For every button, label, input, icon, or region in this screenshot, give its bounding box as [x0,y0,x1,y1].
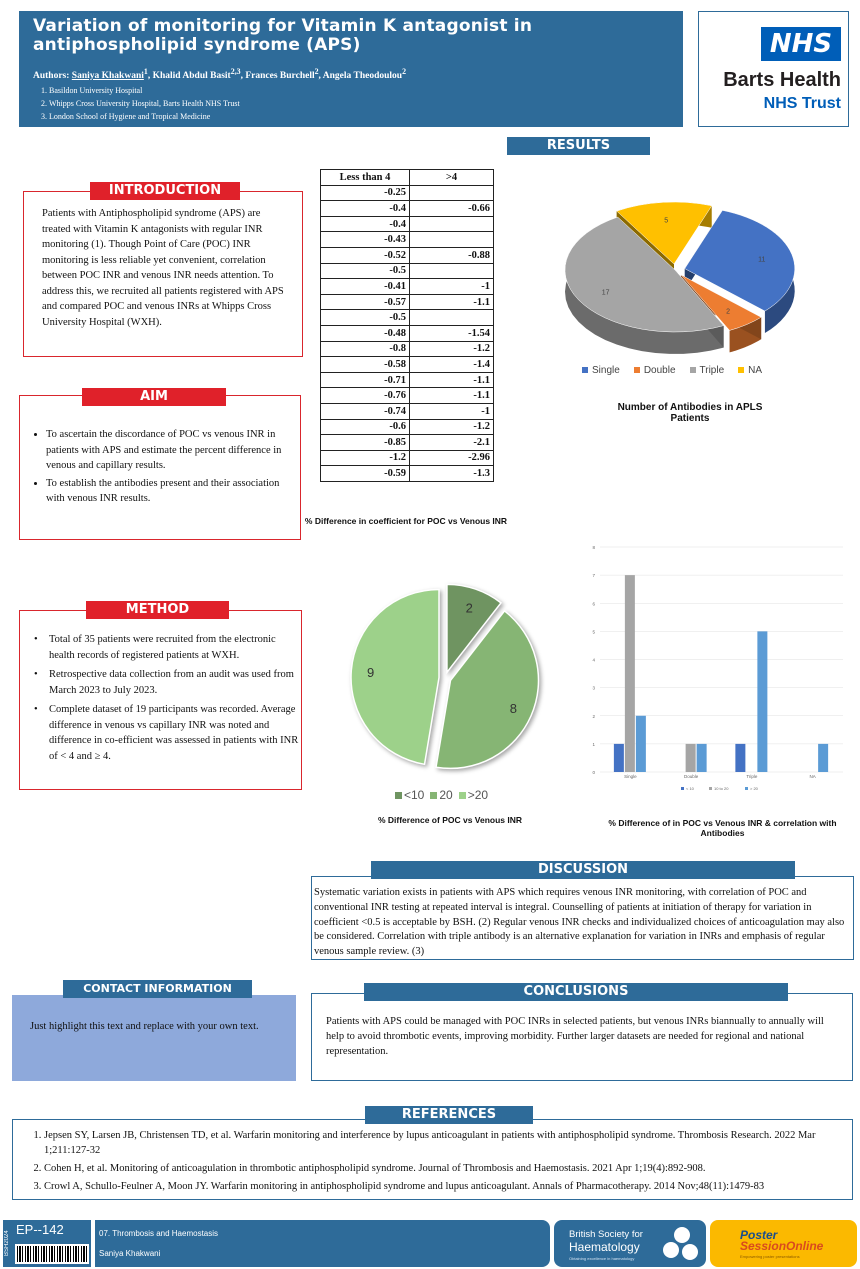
pie-data-label: 8 [509,700,517,716]
psp-line1: Poster [740,1228,778,1242]
table-header: >4 [410,170,494,186]
table-row [321,466,494,482]
bar [625,575,635,772]
barts-health-logo [698,11,849,127]
table-row [321,263,494,279]
table-body [321,185,494,481]
method-item: • Total of 35 patients were recruited from the electronic health records of registered patients at WXH. [34,634,276,661]
aim-box [19,395,301,540]
poster-id-panel [3,1220,91,1267]
table-cell: -0.76 [321,388,410,404]
poc-difference-legend [395,788,488,802]
table-row [321,310,494,326]
pie-data-label: 5 [664,217,669,225]
antibodies-chart-title: Number of Antibodies in APLS Patients [617,402,763,424]
author-name: Frances Burchell [245,71,315,82]
table-cell: -1.1 [410,388,494,404]
table-cell: -0.66 [410,201,494,217]
y-tick-label: 3 [592,685,595,691]
bar [614,744,624,772]
table-cell: -1.2 [410,341,494,357]
table-cell: -0.58 [321,357,410,373]
bar [818,744,828,772]
table-row [321,341,494,357]
legend-item: NA [738,365,762,376]
table-row [321,201,494,217]
pie-slice [351,590,439,765]
legend-item: Single [582,365,620,376]
bsh-circles-icon [660,1225,700,1263]
authors-label: Authors: [33,71,70,82]
conclusions-text: Patients with APS could be managed with POC INRs in selected patients, but venous INRs biannually to annually will help to avoid thrombotic events, improving morbidity. Further larger datasets are needed for regional and national representation. [326,1016,824,1057]
poster-category: 07. Thrombosis and Haemostasis [99,1229,219,1238]
poster-session-online-logo [710,1220,857,1267]
legend-label: 10 to 20 [714,786,729,791]
method-item: • Retrospective data collection from an audit was used from March 2023 to July 2023. [34,669,294,696]
table-cell: -0.4 [321,201,410,217]
table-row [321,232,494,248]
x-tick-label: Double [683,774,699,779]
bsh-name-line2: Haematology [569,1240,640,1254]
conclusions-box [311,993,853,1081]
table-cell [410,232,494,248]
y-tick-label: 8 [592,545,595,550]
table-row [321,372,494,388]
table-row [321,216,494,232]
table-cell: -1.1 [410,294,494,310]
affiliations-list [33,84,669,123]
authors-line: Authors: Saniya Khakwani$^1$, Khalid Abdul Basit$^{2,3}$, Frances Burchell$^2$, Angela Theodoulou$^2$ [33,67,407,82]
aim-heading: AIM [82,388,226,406]
table-cell: -1.4 [410,357,494,373]
reference-item: 3. Crowl A, Schullo-Feulner A, Moon JY. Warfarin monitoring in antiphospholipid syndrome and lupus anticoagulant. Annals of Pharmacotherapy. 2014 Nov;48(11):1479-83 [44,1179,849,1194]
table-cell: -0.25 [321,185,410,201]
table-row [321,247,494,263]
discussion-text: Systematic variation exists in patients with APS which requires venous INR monitoring, with correlation of POC and conventional INR testing at repeated interval is integral. Counselling of patients at initiation of therapy for variation in coefficient <0.5 is acceptable by BSH. (2) Regular venous INR checks and individualized choices of anticoagulation may also be considered. Correlation with triple antibody is an alternative explanation for variation in INRs and emphasis of regular venous sample review. (3) [314,887,845,958]
references-heading: REFERENCES [365,1106,533,1124]
table-cell: -0.8 [321,341,410,357]
legend-swatch [709,787,712,790]
introduction-heading: INTRODUCTION [90,182,240,200]
legend-item: Triple [690,365,725,376]
table-cell: -0.4 [321,216,410,232]
psp-line2: SessionOnline [740,1239,824,1253]
pie-data-label: 17 [601,289,610,297]
table-cell: -1.54 [410,325,494,341]
table-row [321,388,494,404]
category-panel [95,1220,550,1267]
table-cell: -1.1 [410,372,494,388]
method-list [34,632,299,764]
legend-swatch [745,787,748,790]
table-cell: -1.2 [321,450,410,466]
table-cell: -0.5 [321,310,410,326]
table-cell: -0.74 [321,403,410,419]
legend-item: Double [634,365,676,376]
affiliation: 3. London School of Hygiene and Tropical Medicine [49,110,669,123]
author-name: Angela Theodoulou [322,71,403,82]
reference-item: 2. Cohen H, et al. Monitoring of anticoagulation in thrombotic antiphospholipid syndrome. Journal of Thrombosis and Haemostasis. 2021 Apr 1;19(4):892-908. [44,1161,849,1176]
x-tick-label: Triple [746,774,758,779]
x-tick-label: NA [809,774,816,779]
poc-difference-pie-chart [340,570,550,785]
y-tick-label: 5 [592,629,595,635]
pie-data-label: 2 [465,600,473,616]
table-cell: -0.41 [321,279,410,295]
affiliation: 1. Basildon University Hospital [49,84,669,97]
table-cell: -0.43 [321,232,410,248]
bar-chart-title: % Difference of in POC vs Venous INR & correlation with Antibodies [608,818,837,838]
legend-swatch [681,787,684,790]
poster-id: EP--142 [16,1222,64,1237]
y-tick-label: 4 [592,657,595,663]
table-cell: -1.2 [410,419,494,435]
table-row [321,403,494,419]
legend-item: 20 [430,788,452,802]
author-name: Khalid Abdul Basit [152,71,231,82]
table-cell: -1 [410,279,494,295]
poster-author: Saniya Khakwani [99,1249,161,1258]
table-row [321,435,494,451]
legend-item: <10 [395,788,424,802]
table-row [321,450,494,466]
poster-header [19,11,683,127]
contact-heading: CONTACT INFORMATION [63,980,252,998]
table-cell: -0.85 [321,435,410,451]
references-list [44,1128,849,1194]
table-caption: % Difference in coefficient for POC vs Venous INR [304,516,508,526]
table-cell: -0.48 [321,325,410,341]
table-cell: -0.57 [321,294,410,310]
table-row [321,357,494,373]
contact-text[interactable]: Just highlight this text and replace with your own text. [30,1021,259,1032]
y-tick-label: 2 [592,713,595,719]
x-tick-label: Single [624,774,637,779]
pie-data-label: 9 [366,664,375,680]
table-cell: -0.5 [321,263,410,279]
discussion-heading: DISCUSSION [371,861,795,879]
table-cell: -1.3 [410,466,494,482]
bar [735,744,745,772]
table-cell [410,185,494,201]
results-heading: RESULTS [507,137,650,155]
method-box [19,610,302,790]
table-row [321,294,494,310]
antibodies-pie-chart [540,190,810,390]
poster-title: Variation of monitoring for Vitamin K antagonist in antiphospholipid syndrome (APS) [33,16,533,55]
discussion-box [311,876,854,960]
table-cell: -0.59 [321,466,410,482]
legend-label: < 10 [686,786,694,791]
antibodies-legend [582,365,802,376]
barcode-icon [15,1244,89,1264]
table-cell: -0.88 [410,247,494,263]
affiliation: 2. Whipps Cross University Hospital, Barts Health NHS Trust [49,97,669,110]
conclusions-heading: CONCLUSIONS [364,983,788,1001]
bar [636,716,646,772]
references-box [12,1119,853,1200]
y-tick-label: 7 [592,573,595,579]
y-tick-label: 1 [592,741,595,747]
table-row [321,185,494,201]
bsh-logo [554,1220,706,1267]
y-tick-label: 0 [592,770,595,775]
pie-data-label: 11 [758,256,766,264]
table-row [321,279,494,295]
table-cell: -2.96 [410,450,494,466]
aim-item: • To establish the antibodies present and their association with venous INR results. [46,476,292,507]
table-cell: -0.71 [321,372,410,388]
table-row [321,325,494,341]
method-heading: METHOD [86,601,229,619]
table-cell [410,263,494,279]
table-cell: -0.52 [321,247,410,263]
inr-difference-table [320,169,494,482]
table-cell: -1 [410,403,494,419]
introduction-box [23,191,303,357]
aim-item: • To ascertain the discordance of POC vs venous INR in patients with APS and estimate the percent difference in venous and capillary results. [46,427,292,474]
bar [757,631,767,772]
aim-list [30,427,292,509]
table-cell: -2.1 [410,435,494,451]
table-cell [410,216,494,232]
bar [697,744,707,772]
y-tick-label: 6 [592,601,595,607]
bsh-tagline: Obtaining excellence in haematology [569,1256,635,1261]
pie-data-label: 2 [726,308,731,316]
method-item: • Complete dataset of 19 participants was recorded. Average difference in venous vs capillary INR was noted and difference in co-efficient was assessed in patients with INR of < 4 and ≥ 4. [34,704,299,762]
poc-difference-chart-title: % Difference of POC vs Venous INR [377,815,523,825]
table-row [321,419,494,435]
reference-item: 1. Jepsen SY, Larsen JB, Christensen TD, et al. Warfarin monitoring and interference by lupus anticoagulant in patients with antiphospholipid syndrome. Thrombosis Research. 2022 Mar 1;211:127-32 [44,1128,849,1158]
table-cell: -0.6 [321,419,410,435]
legend-label: > 20 [750,786,758,791]
side-code: BSH2024 [4,1230,10,1256]
psp-tagline: Empowering poster presentations [740,1254,800,1259]
bsh-name-line1: British Society for [569,1229,643,1240]
logo-org-name: Barts Health [723,69,841,91]
bar [686,744,696,772]
author-name: Saniya Khakwani [71,71,144,82]
table-cell [410,310,494,326]
antibodies-bar-chart [585,540,850,800]
table-header: Less than 4 [321,170,410,186]
nhs-logo-icon: NHS [761,27,841,61]
table-header-row [321,170,494,186]
logo-trust-name: NHS Trust [763,95,841,112]
introduction-text: Patients with Antiphospholipid syndrome (APS) are treated with Vitamin K antagonists with regular INR monitoring (1). Though Point of Care (POC) INR monitoring is less reliable yet convenient, correlation between POC INR and venous INR needs attention. To address this, we recruited all patients registered with APS and compared POC and venous INRs at Whipps Cross University Hospital (WXH). [42,208,284,328]
contact-box [12,995,296,1081]
legend-item: >20 [459,788,488,802]
